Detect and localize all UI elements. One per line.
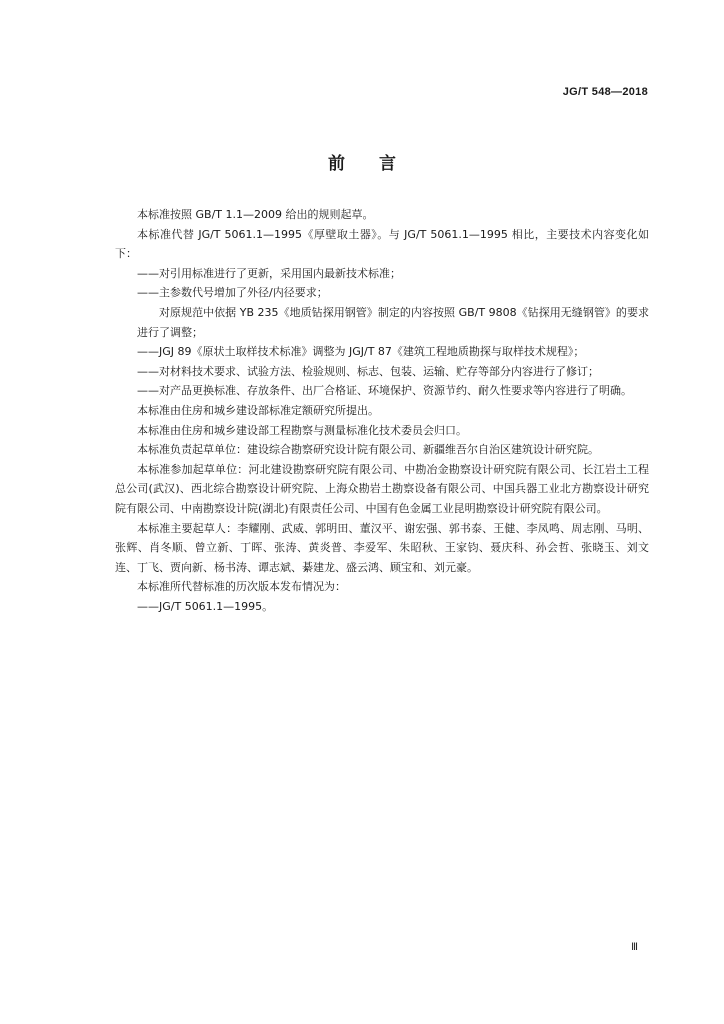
page-number: Ⅲ xyxy=(631,942,638,953)
list-item: ——JGJ 89《原状土取样技术标准》调整为 JGJ/T 87《建筑工程地质勘探与取样技术规程》； xyxy=(137,345,585,359)
list-item: ——JG/T 5061.1—1995。 xyxy=(137,599,274,613)
paragraph: 本标准由住房和城乡建设部工程勘察与测量标准化技术委员会归口。 xyxy=(137,423,467,437)
paragraph: 本标准由住房和城乡建设部标准定额研究所提出。 xyxy=(137,403,379,417)
page-title: 前言 xyxy=(328,154,430,174)
paragraph: 本标准主要起草人：李耀刚、武威、郭明田、董汉平、谢宏强、郭书泰、王健、李凤鸣、周志刚、马明、张辉、肖冬顺、曾立新、丁晖、张涛、黄炎普、李爱军、朱昭秋、王家钧、聂庆科、孙会哲、张晓玉、刘文连、丁飞、贾向新、杨书涛、谭志斌、綦建龙、盛云鸿、顾宝和、刘元豪。 xyxy=(115,521,649,574)
paragraph: 本标准按照 GB/T 1.1—2009 给出的规则起草。 xyxy=(137,208,374,221)
list-item: ——对引用标准进行了更新，采用国内最新技术标准； xyxy=(137,266,401,280)
list-item: ——对产品更换标准、存放条件、出厂合格证、环境保护、资源节约、耐久性要求等内容进行了明确。 xyxy=(137,384,632,398)
paragraph: 本标准代替 JG/T 5061.1—1995《厚壁取土器》。与 JG/T 5061.1—1995 相比，主要技术内容变化如下： xyxy=(115,227,649,261)
paragraph: 本标准负责起草单位：建设综合勘察研究设计院有限公司、新疆维吾尔自治区建筑设计研究院。 xyxy=(137,443,599,457)
standard-code: JG/T 548—2018 xyxy=(562,86,648,98)
preface-body xyxy=(115,205,649,616)
list-item: ——主参数代号增加了外径/内径要求； xyxy=(137,286,328,300)
paragraph: 本标准参加起草单位：河北建设勘察研究院有限公司、中勘冶金勘察设计研究院有限公司、长江岩土工程总公司(武汉)、西北综合勘察设计研究院、上海众勘岩土勘察设备有限公司、中国兵器工业北方勘察设计研究院有限公司、中南勘察设计院(湖北)有限责任公司、中国有色金属工业昆明勘察设计研究院有限公司。 xyxy=(115,462,649,515)
list-item: ——对材料技术要求、试验方法、检验规则、标志、包装、运输、贮存等部分内容进行了修订； xyxy=(137,364,599,378)
list-item-detail: 对原规范中依据 YB 235《地质钻探用钢管》制定的内容按照 GB/T 9808《钻探用无缝钢管》的要求进行了调整； xyxy=(137,305,649,339)
paragraph: 本标准所代替标准的历次版本发布情况为： xyxy=(137,580,346,594)
